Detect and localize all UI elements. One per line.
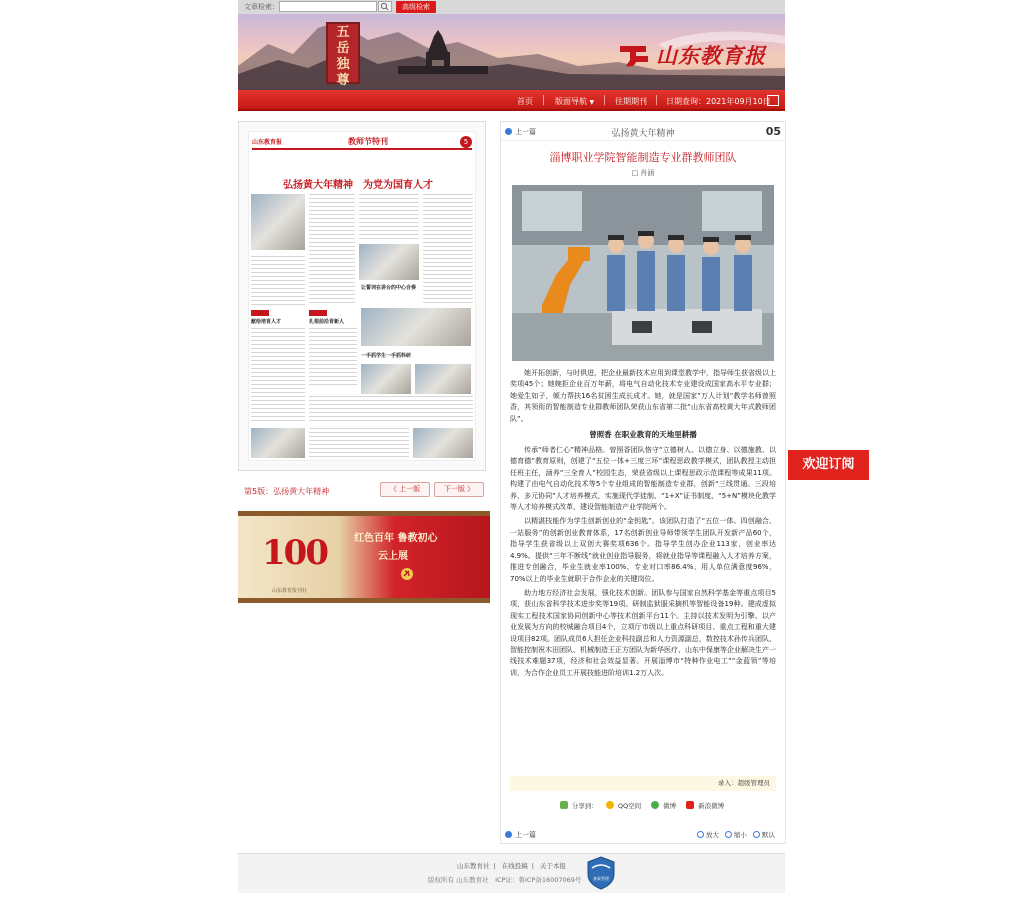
thumb-text-column [359,194,419,242]
main-nav [238,90,785,111]
nav-separator [604,95,605,105]
thumb-text-column [423,194,473,304]
footer-link-home[interactable]: 山东教育社 [456,862,490,870]
prev-article-link-bottom[interactable]: 上一篇 [505,830,536,840]
logo-text: 山东教育报 [656,43,766,68]
article-paragraph: 以精湛技能作为学生创新创业的“金钥匙”。该团队打造了“五位一体、四创融合、一站服务”的创新创业教育体系，17名创新创业导师带领学生团队开发新产品60个，指导学生获省级以上双创大赛奖项636个。指导学生创办企业113家，创业率达4.9%。提供“三年不断线”就业创业指导服务，将就业指导等课程融入人才培养方案，推进专创融合，毕业生就业率100%、专业对口率86.4%、用人单位满意度96%，70%以上的毕业生就职于合作企业的关键岗位。 [510,517,776,583]
footer-link-about[interactable]: 关于本报 [540,862,567,870]
article-panel [500,121,786,844]
promo-line-1: 红色百年 鲁教初心 [354,533,438,544]
thumb-subhead: 献给培育人才 [251,319,282,325]
search-input[interactable] [279,1,377,12]
prev-article-link[interactable]: 上一篇 [505,127,536,137]
next-page-button[interactable]: 下一版 》 [434,482,484,497]
thumb-tag [251,310,269,316]
thumb-text-column [251,328,305,424]
thumb-special-title: 教师节特刊 [348,136,388,146]
party-emblem-icon [400,567,414,581]
article-paragraph: 传承“师者仁心”精神品格。曾照香团队恪守“立德树人、以德立身、以德施教、以德育德”教育原则，创建了“五位一体+三度三环”课程思政教学模式，团队教授主动担任班主任，涵养“三全育人”校园生态，荣获省级以上课程思政示范课程等成果11项。构建了由电气自动化技术等5个专业组成的智能制造专业群，创新“三线贯通、三段培养、多元协同”人才培养模式，实施现代学徒制、“1+X”证书制度、“5+N”模块化教学等人才培养模式改革，建设智能制造产业学院两个。 [510,446,776,512]
promo-line-2: 云上展 [378,551,408,562]
logo-mark-icon [616,42,652,68]
search-label: 文章检索： [244,3,279,11]
thumb-subhead: 扎根前沿育新人 [309,319,345,325]
thumb-photo [413,428,473,458]
font-shrink[interactable]: 缩小 [733,831,747,839]
article-body [510,368,776,682]
reset-icon [753,831,760,838]
thumb-text-column [309,396,473,424]
top-search-bar [238,0,785,14]
article-title: 淄博职业学院智能制造专业群教师团队 [549,151,737,164]
pdf-download-icon[interactable] [767,95,779,106]
badge-text: 备案管理 [593,876,609,881]
thumb-photo [359,244,419,280]
thumb-masthead [252,136,472,150]
zoom-out-icon [725,831,732,838]
nav-separator [543,95,544,105]
five-peaks-seal: 五 岳 独 尊 [326,22,360,84]
centenary-promo-banner[interactable] [238,511,490,603]
thumb-brand: 山东教育报 [252,139,283,146]
page-caption[interactable]: 第5版：弘扬黄大年精神 [244,487,330,496]
article-section: 弘扬黄大年精神 [611,129,675,139]
thumb-text-column [309,328,357,388]
share-bar [501,801,785,810]
footer-link-submit[interactable]: 在线投稿 [501,862,528,870]
article-page-number: 05 [765,125,781,138]
footer-links: 山东教育社 | 在线投稿 | 关于本报 [456,862,567,870]
advanced-search-button[interactable]: 高级检索 [396,1,436,13]
editor-credit: 录入：超级管理员 [510,776,776,791]
nav-separator [656,95,657,105]
search-button[interactable] [378,1,392,12]
article-header [501,122,785,141]
share-qzone[interactable]: QQ空间 [604,802,643,810]
thumb-photo [251,428,305,458]
thumb-subhead: 让誓词在讲台的中心合奏 [361,285,417,291]
subscribe-button[interactable]: 欢迎订阅 [788,450,869,480]
page-thumbnail[interactable] [238,121,486,471]
zoom-in-icon [697,831,704,838]
share-sina-weibo[interactable]: 新浪微博 [684,802,726,810]
article-subheading: 曾照香 在职业教育的天地里耕播 [589,430,697,440]
article-paragraph: 她开拓创新，与时俱进，把企业最新技术应用到课堂教学中，指导师生获省级以上奖项45个；她婉拒企业百万年薪，将电气自动化技术专业建设成国家高水平专业群；她爱生如子，倾力帮扶16名贫困生成长成才。她，就是国家“万人计划”教学名师曾照香，其领衔的智能制造专业群教师团队荣获山东省第二批“山东省高校黄大年式教师团队”。 [510,369,776,423]
font-size-controls [693,830,775,839]
lab-scene-illustration [512,185,774,361]
thumb-page-number: 5 [460,136,472,148]
scroll-rod [238,511,490,516]
footer-copyright: 版权所有 山东教育社 ICP证：鲁ICP备16007069号 [428,876,582,884]
nav-layout[interactable]: 版面导航 ▼ [555,97,595,106]
article-paragraph: 助力地方经济社会发展，强化技术创新。团队参与国家自然科学基金等重点项目5项，获山东省科学技术进步奖等19项。研制监狱服采摘机等智能设备19种。建成虚拟现实工程技术国家协同创新中心等技术创新平台11个。主持以技术发明为引擎、以产业发展为方向的校城融合项目4个，立项厅市级以上重点科研项目、重点工程和重大建设项目82项。团队成员6人担任企业科技副总和人力资源副总，数控技术孙传兵团队、智能控制祝木田团队、机械制造王正方团队为新华医疗、山东中保康等企业解决生产一线技术难题37项，经济和社会效益显著。开展淄博市“特种作业电工”“金蓝领”等培训，为合作企业员工开展技能进阶培训1.2万人次。 [510,588,776,677]
scroll-rod [238,598,490,603]
promo-footer: 山东教育报刊社 [272,588,308,594]
thumb-photo [361,364,411,394]
share-plus-icon [560,801,568,809]
site-logo[interactable] [616,40,766,70]
sina-weibo-icon [686,801,694,809]
article-author: □ 肖涵 [631,169,655,177]
font-default[interactable]: 默认 [762,831,775,839]
share-label: 分享到： [571,802,598,810]
article-photo [512,185,774,361]
thumb-text-column [251,256,305,306]
arrow-left-icon [505,831,512,838]
registration-badge-icon[interactable] [586,856,616,890]
newspaper-page-preview [248,131,476,461]
thumb-photo [361,308,471,346]
font-enlarge[interactable]: 放大 [705,831,719,839]
thumb-photo [415,364,471,394]
nav-past-issues[interactable]: 往期期刊 [615,97,647,106]
search-icon [379,2,391,11]
thumb-tag [309,310,327,316]
share-weibo[interactable]: 微博 [649,802,678,810]
chevron-down-icon: ▼ [589,99,595,106]
icp-link[interactable]: 鲁ICP备16007069号 [518,876,582,884]
thumb-subhead: 一手抓学生一手抓科研 [361,353,412,359]
thumb-photo [251,194,305,250]
prev-page-button[interactable]: 《 上一版 [380,482,430,497]
nav-date-query[interactable]: 日期查询：2021年09月10日 [666,97,771,106]
site-footer [238,853,785,893]
thumb-text-column [309,428,409,458]
thumb-text-column [309,194,355,304]
header-banner [238,14,785,90]
nav-home[interactable]: 首页 [517,97,533,106]
thumb-headline: 弘扬黄大年精神 为党为国育人才 [283,180,433,191]
promo-big-text: 100 [262,533,327,573]
qzone-icon [606,801,614,809]
weibo-icon [651,801,659,809]
